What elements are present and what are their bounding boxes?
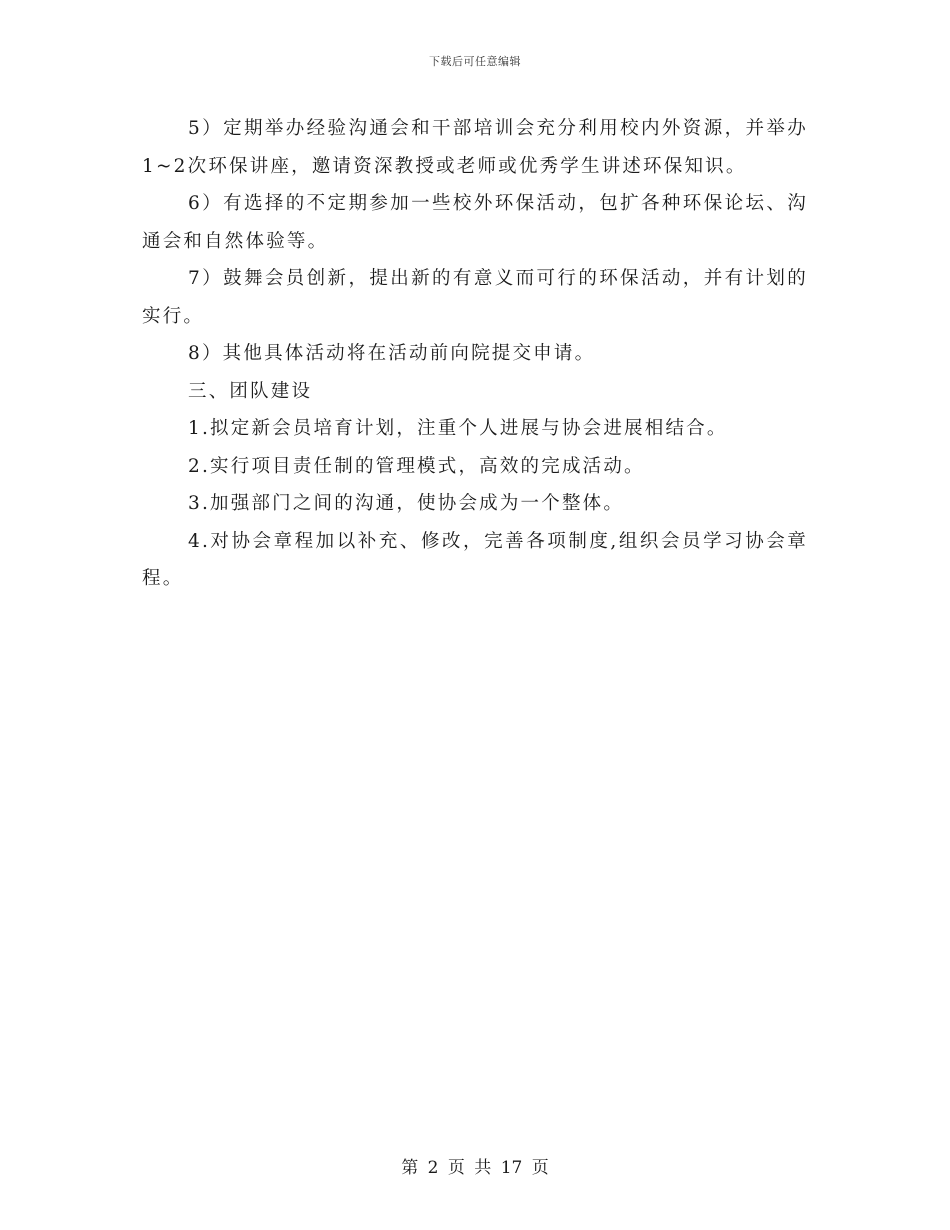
page-header: 下载后可任意编辑 <box>429 55 521 68</box>
document-body <box>142 110 808 598</box>
paragraph-item-7: 7）鼓舞会员创新，提出新的有意义而可行的环保活动，并有计划的实行。 <box>142 268 808 327</box>
paragraph-item-8: 8）其他具体活动将在活动前向院提交申请。 <box>188 343 596 364</box>
team-item-1: 1.拟定新会员培育计划，注重个人进展与协会进展相结合。 <box>188 418 728 439</box>
team-item-3: 3.加强部门之间的沟通，使协会成为一个整体。 <box>188 493 625 514</box>
team-item-2: 2.实行项目责任制的管理模式，高效的完成活动。 <box>188 455 645 477</box>
team-item-4: 4.对协会章程加以补充、修改，完善各项制度,组织会员学习协会章程。 <box>142 530 808 589</box>
section-heading-team-building: 三、团队建设 <box>188 380 313 402</box>
paragraph-item-5: 5）定期举办经验沟通会和干部培训会充分利用校内外资源，并举办1~2次环保讲座，邀请资深教授或老师或优秀学生讲述环保知识。 <box>142 118 808 177</box>
paragraph-item-6: 6）有选择的不定期参加一些校外环保活动，包扩各种环保论坛、沟通会和自然体验等。 <box>142 193 808 252</box>
page-number-footer: 第 2 页 共 17 页 <box>401 1158 549 1178</box>
